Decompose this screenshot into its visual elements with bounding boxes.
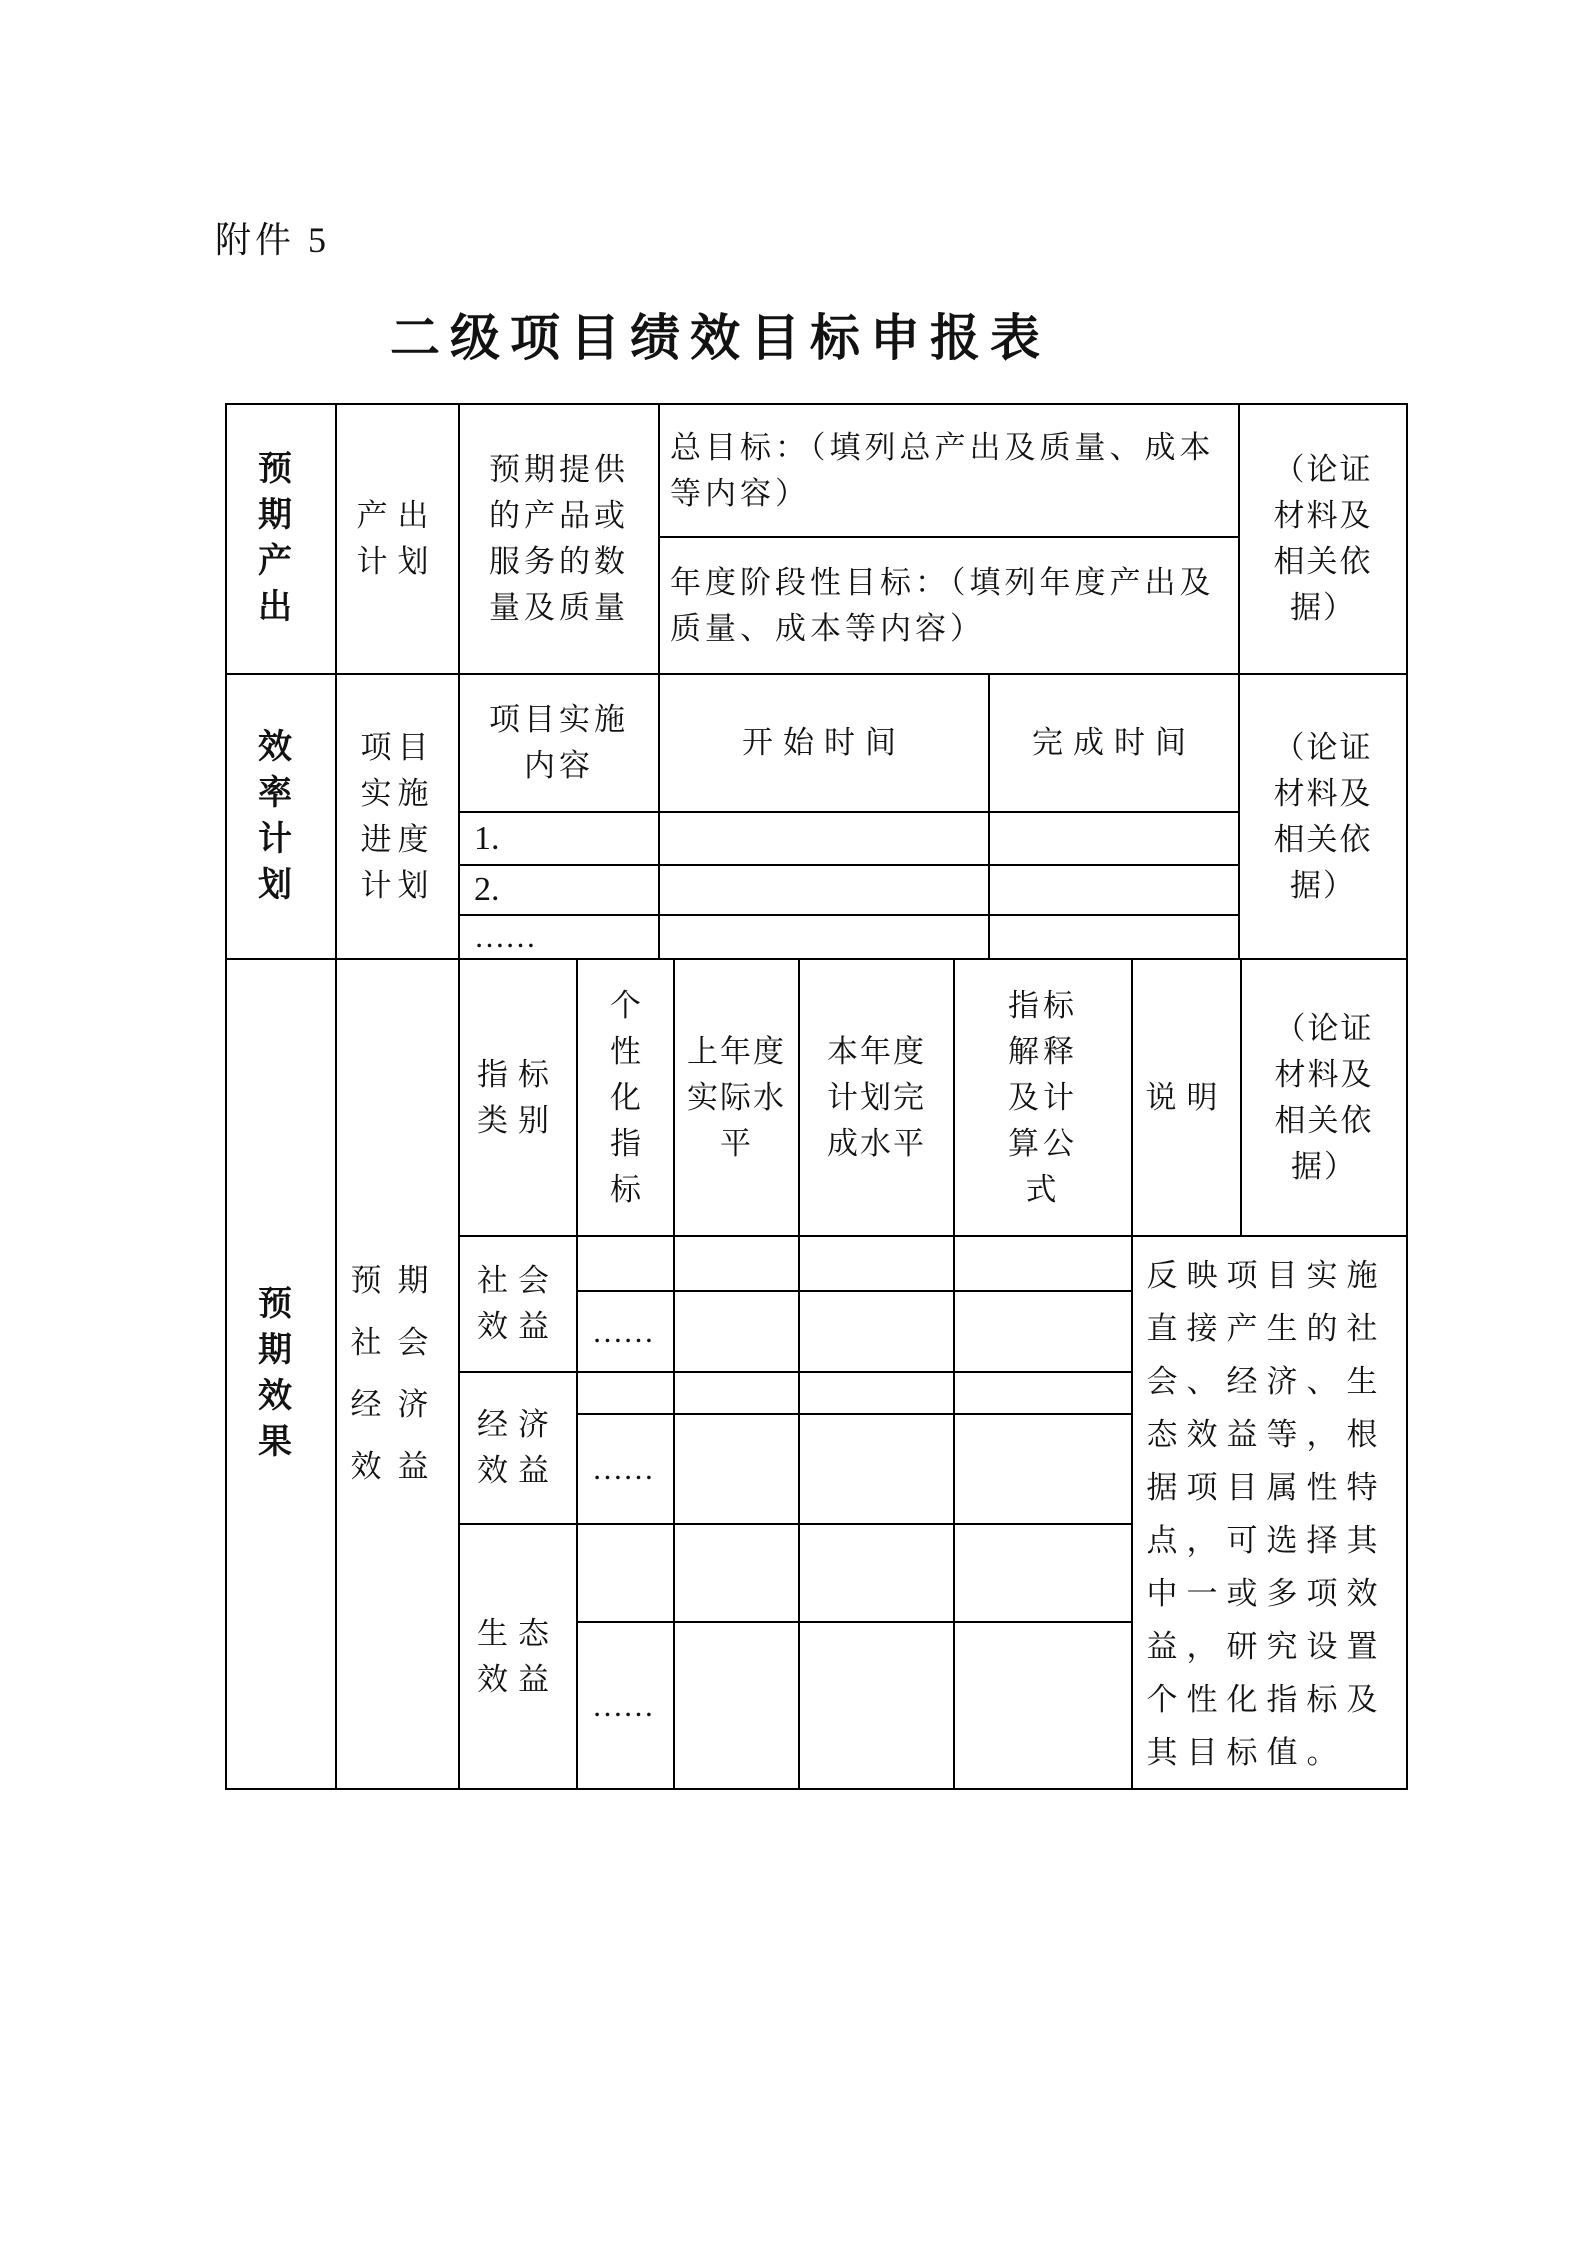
cell-quantity-quality-label: [460, 405, 660, 675]
cell-economic-indicator-more: [578, 1415, 675, 1525]
cell-ecological-last-1: [675, 1525, 800, 1623]
quantity-quality-label: 预期提供的产品或服务的数量及质量: [489, 452, 629, 625]
cell-social-benefit-label: [460, 1237, 578, 1373]
cell-evidence-effect: [1242, 960, 1408, 1237]
cell-economic-indicator-1: [578, 1373, 675, 1415]
cell-impl-row3-start: [660, 916, 990, 960]
attachment-label: 附件 5: [215, 220, 331, 260]
cell-ecological-this-1: [800, 1525, 955, 1623]
cell-ecological-formula-more: [955, 1623, 1133, 1790]
cell-header-last-year-level: [675, 960, 800, 1237]
ecological-ellipsis: ……: [592, 1687, 654, 1723]
cell-impl-content-header: [460, 675, 660, 813]
cell-annual-goal: [660, 538, 1240, 675]
cell-expected-output-label: [227, 405, 337, 675]
cell-evidence-output: [1240, 405, 1408, 675]
cell-benefit-explanation: [1133, 1237, 1408, 1790]
cell-economic-formula-1: [955, 1373, 1133, 1415]
efficiency-plan-label: 效率计划: [258, 728, 304, 904]
header-note: 说明: [1145, 1079, 1228, 1115]
cell-economic-this-1: [800, 1373, 955, 1415]
cell-ecological-indicator-more: [578, 1623, 675, 1790]
evidence-efficiency-text: （论证材料及相关依据）: [1273, 729, 1373, 903]
cell-header-indicator-category: [460, 960, 578, 1237]
cell-start-time-header: [660, 675, 990, 813]
header-custom-indicator: 个性化指标: [610, 987, 641, 1207]
total-goal-text: 总目标：（填列总产出及质量、成本等内容）: [670, 429, 1215, 511]
page-title: 二级项目绩效目标申报表: [390, 310, 1050, 366]
cell-ecological-this-more: [800, 1623, 955, 1790]
cell-evidence-efficiency: [1240, 675, 1408, 960]
header-formula: 指标解释及计算公式: [1008, 987, 1078, 1207]
cell-social-formula-1: [955, 1237, 1133, 1292]
cell-impl-row1-start: [660, 813, 990, 866]
cell-economic-this-more: [800, 1415, 955, 1525]
output-plan-label: 产出计划: [356, 498, 439, 579]
cell-impl-row2-finish: [990, 866, 1240, 916]
cell-expected-effect-label: [227, 960, 337, 1790]
cell-output-plan-label: [337, 405, 460, 675]
expected-effect-label: 预期效果: [258, 1286, 304, 1461]
cell-social-this-1: [800, 1237, 955, 1292]
cell-socioeconomic-benefit-label: [337, 960, 460, 1790]
social-benefit-label: 社会效益: [477, 1263, 559, 1344]
cell-finish-time-header: [990, 675, 1240, 813]
cell-impl-row2-start: [660, 866, 990, 916]
cell-header-this-year-level: [800, 960, 955, 1237]
cell-impl-row3-content: [460, 916, 660, 960]
economic-benefit-label: 经济效益: [477, 1407, 559, 1488]
cell-impl-row2-content: [460, 866, 660, 916]
social-ellipsis: ……: [592, 1313, 654, 1349]
cell-efficiency-plan-label: [227, 675, 337, 960]
cell-social-last-1: [675, 1237, 800, 1292]
header-indicator-category: 指标类别: [477, 1056, 559, 1138]
declaration-table: [225, 403, 1408, 1790]
cell-header-note: [1133, 960, 1242, 1237]
cell-social-last-more: [675, 1292, 800, 1373]
cell-header-formula: [955, 960, 1133, 1237]
cell-ecological-last-more: [675, 1623, 800, 1790]
finish-time-header: 完成时间: [1032, 725, 1196, 760]
cell-impl-row1-content: [460, 813, 660, 866]
schedule-label: 项目实施进度计划: [360, 729, 435, 903]
header-last-year-level: 上年度实际水平: [687, 1033, 786, 1161]
benefit-explanation-text: 反映项目实施直接产生的社会、经济、生态效益等，根据项目属性特点，可选择其中一或多项效益，研究设置个性化指标及其目标值。: [1146, 1258, 1387, 1770]
cell-ecological-indicator-1: [578, 1525, 675, 1623]
cell-social-formula-more: [955, 1292, 1133, 1373]
socioeconomic-benefit-label: 预期社会经济效益: [350, 1263, 445, 1484]
evidence-effect-text: （论证材料及相关依据）: [1274, 1010, 1374, 1184]
impl-row3-ellipsis: ……: [474, 919, 536, 954]
evidence-output-text: （论证材料及相关依据）: [1273, 452, 1373, 625]
cell-impl-row3-finish: [990, 916, 1240, 960]
impl-row2-number: 2.: [474, 871, 500, 908]
cell-social-indicator-more: [578, 1292, 675, 1373]
start-time-header: 开始时间: [742, 725, 906, 760]
cell-economic-last-1: [675, 1373, 800, 1415]
expected-output-label: 预期产出: [258, 451, 304, 626]
cell-social-indicator-1: [578, 1237, 675, 1292]
annual-goal-text: 年度阶段性目标：（填列年度产出及质量、成本等内容）: [670, 564, 1215, 646]
impl-row1-number: 1.: [474, 819, 500, 857]
cell-economic-formula-more: [955, 1415, 1133, 1525]
cell-ecological-formula-1: [955, 1525, 1133, 1623]
cell-header-custom-indicator: [578, 960, 675, 1237]
cell-economic-last-more: [675, 1415, 800, 1525]
cell-schedule-label: [337, 675, 460, 960]
economic-ellipsis: ……: [592, 1451, 654, 1486]
ecological-benefit-label: 生态效益: [477, 1615, 559, 1697]
cell-social-this-more: [800, 1292, 955, 1373]
cell-economic-benefit-label: [460, 1373, 578, 1525]
cell-total-goal: [660, 405, 1240, 538]
header-this-year-level: 本年度计划完成水平: [827, 1033, 926, 1161]
impl-content-header: 项目实施内容: [489, 702, 629, 783]
cell-impl-row1-finish: [990, 813, 1240, 866]
cell-ecological-benefit-label: [460, 1525, 578, 1790]
